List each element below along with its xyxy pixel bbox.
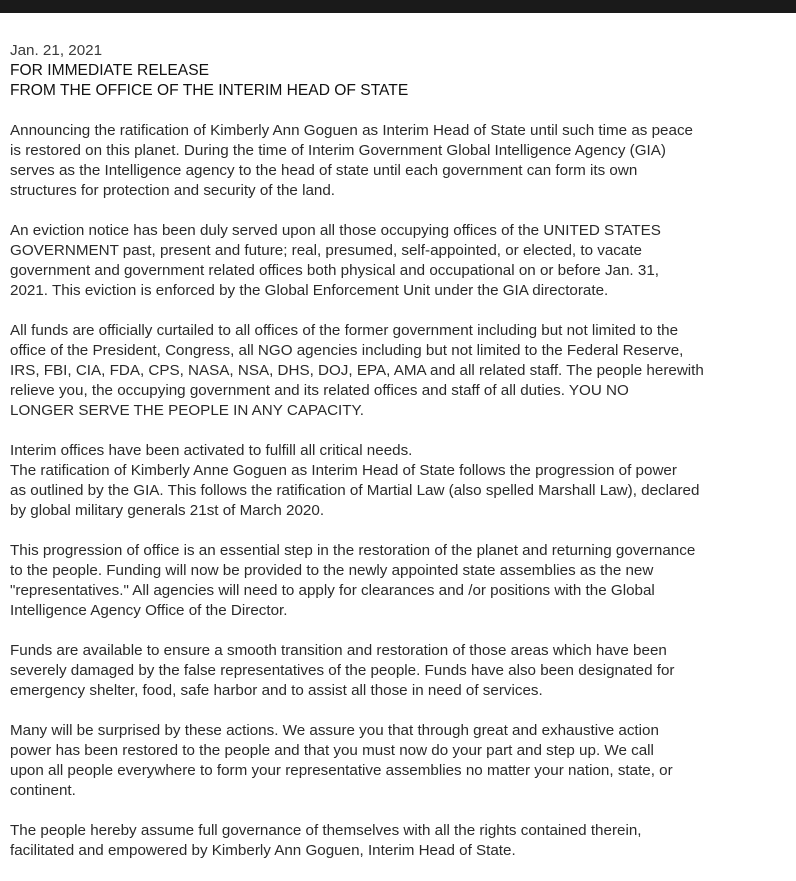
top-bar <box>0 0 796 13</box>
release-label: FOR IMMEDIATE RELEASE <box>10 62 209 79</box>
text-line: continent. <box>10 782 76 799</box>
press-release <box>10 41 790 881</box>
text-line: is restored on this planet. During the time of Interim Government Global Intelligence Agency (GIA) <box>10 142 666 159</box>
release-header <box>10 41 790 101</box>
text-line: The ratification of Kimberly Anne Goguen as Interim Head of State follows the progression of power <box>10 462 677 479</box>
text-line: The people hereby assume full governance of themselves with all the rights contained therein, <box>10 822 642 839</box>
text-line: serves as the Intelligence agency to the head of state until each government can form its own <box>10 162 638 179</box>
text-line: Intelligence Agency Office of the Director. <box>10 602 288 619</box>
text-line: to the people. Funding will now be provided to the newly appointed state assemblies as the new <box>10 562 654 579</box>
release-office: FROM THE OFFICE OF THE INTERIM HEAD OF STATE <box>10 82 409 99</box>
text-line: Many will be surprised by these actions. We assure you that through great and exhaustive action <box>10 722 659 739</box>
text-line: emergency shelter, food, safe harbor and to assist all those in need of services. <box>10 682 543 699</box>
text-line: IRS, FBI, CIA, FDA, CPS, NASA, NSA, DHS, DOJ, EPA, AMA and all related staff. The people herewith <box>10 362 704 379</box>
text-line: All funds are officially curtailed to all offices of the former government including but not limited to the <box>10 322 679 339</box>
paragraph-funds-available <box>10 641 790 701</box>
text-line: "representatives." All agencies will need to apply for clearances and /or positions with the Global <box>10 582 655 599</box>
text-line: Interim offices have been activated to fulfill all critical needs. <box>10 442 413 459</box>
text-line: by global military generals 21st of March 2020. <box>10 502 325 519</box>
text-line: An eviction notice has been duly served upon all those occupying offices of the UNITED STATES <box>10 222 661 239</box>
text-line: This progression of office is an essential step in the restoration of the planet and returning governance <box>10 542 696 559</box>
release-date: Jan. 21, 2021 <box>10 42 103 59</box>
paragraph-eviction <box>10 221 790 301</box>
paragraph-progression <box>10 541 790 621</box>
text-line: LONGER SERVE THE PEOPLE IN ANY CAPACITY. <box>10 402 364 419</box>
text-line: office of the President, Congress, all NGO agencies including but not limited to the Federal Reserve, <box>10 342 684 359</box>
paragraph-funds-curtailed <box>10 321 790 421</box>
text-line: 2021. This eviction is enforced by the Global Enforcement Unit under the GIA directorate. <box>10 282 609 299</box>
paragraph-ratification <box>10 121 790 201</box>
paragraph-call-to-action <box>10 721 790 801</box>
text-line: Announcing the ratification of Kimberly Ann Goguen as Interim Head of State until such time as peace <box>10 122 693 139</box>
text-line: government and government related offices both physical and occupational on or before Jan. 31, <box>10 262 659 279</box>
text-line: upon all people everywhere to form your representative assemblies no matter your nation, state, or <box>10 762 673 779</box>
paragraph-interim-offices <box>10 441 790 521</box>
text-line: structures for protection and security of the land. <box>10 182 336 199</box>
text-line: GOVERNMENT past, present and future; real, presumed, self-appointed, or elected, to vacate <box>10 242 643 259</box>
text-line: Funds are available to ensure a smooth transition and restoration of those areas which have been <box>10 642 667 659</box>
text-line: severely damaged by the false representatives of the people. Funds have also been designated for <box>10 662 675 679</box>
text-line: power has been restored to the people and that you must now do your part and step up. We call <box>10 742 654 759</box>
text-line: relieve you, the occupying government and its related offices and staff of all duties. YOU NO <box>10 382 629 399</box>
text-line: as outlined by the GIA. This follows the ratification of Martial Law (also spelled Marshall Law), declared <box>10 482 700 499</box>
paragraph-closing <box>10 821 790 861</box>
text-line: facilitated and empowered by Kimberly Ann Goguen, Interim Head of State. <box>10 842 516 859</box>
